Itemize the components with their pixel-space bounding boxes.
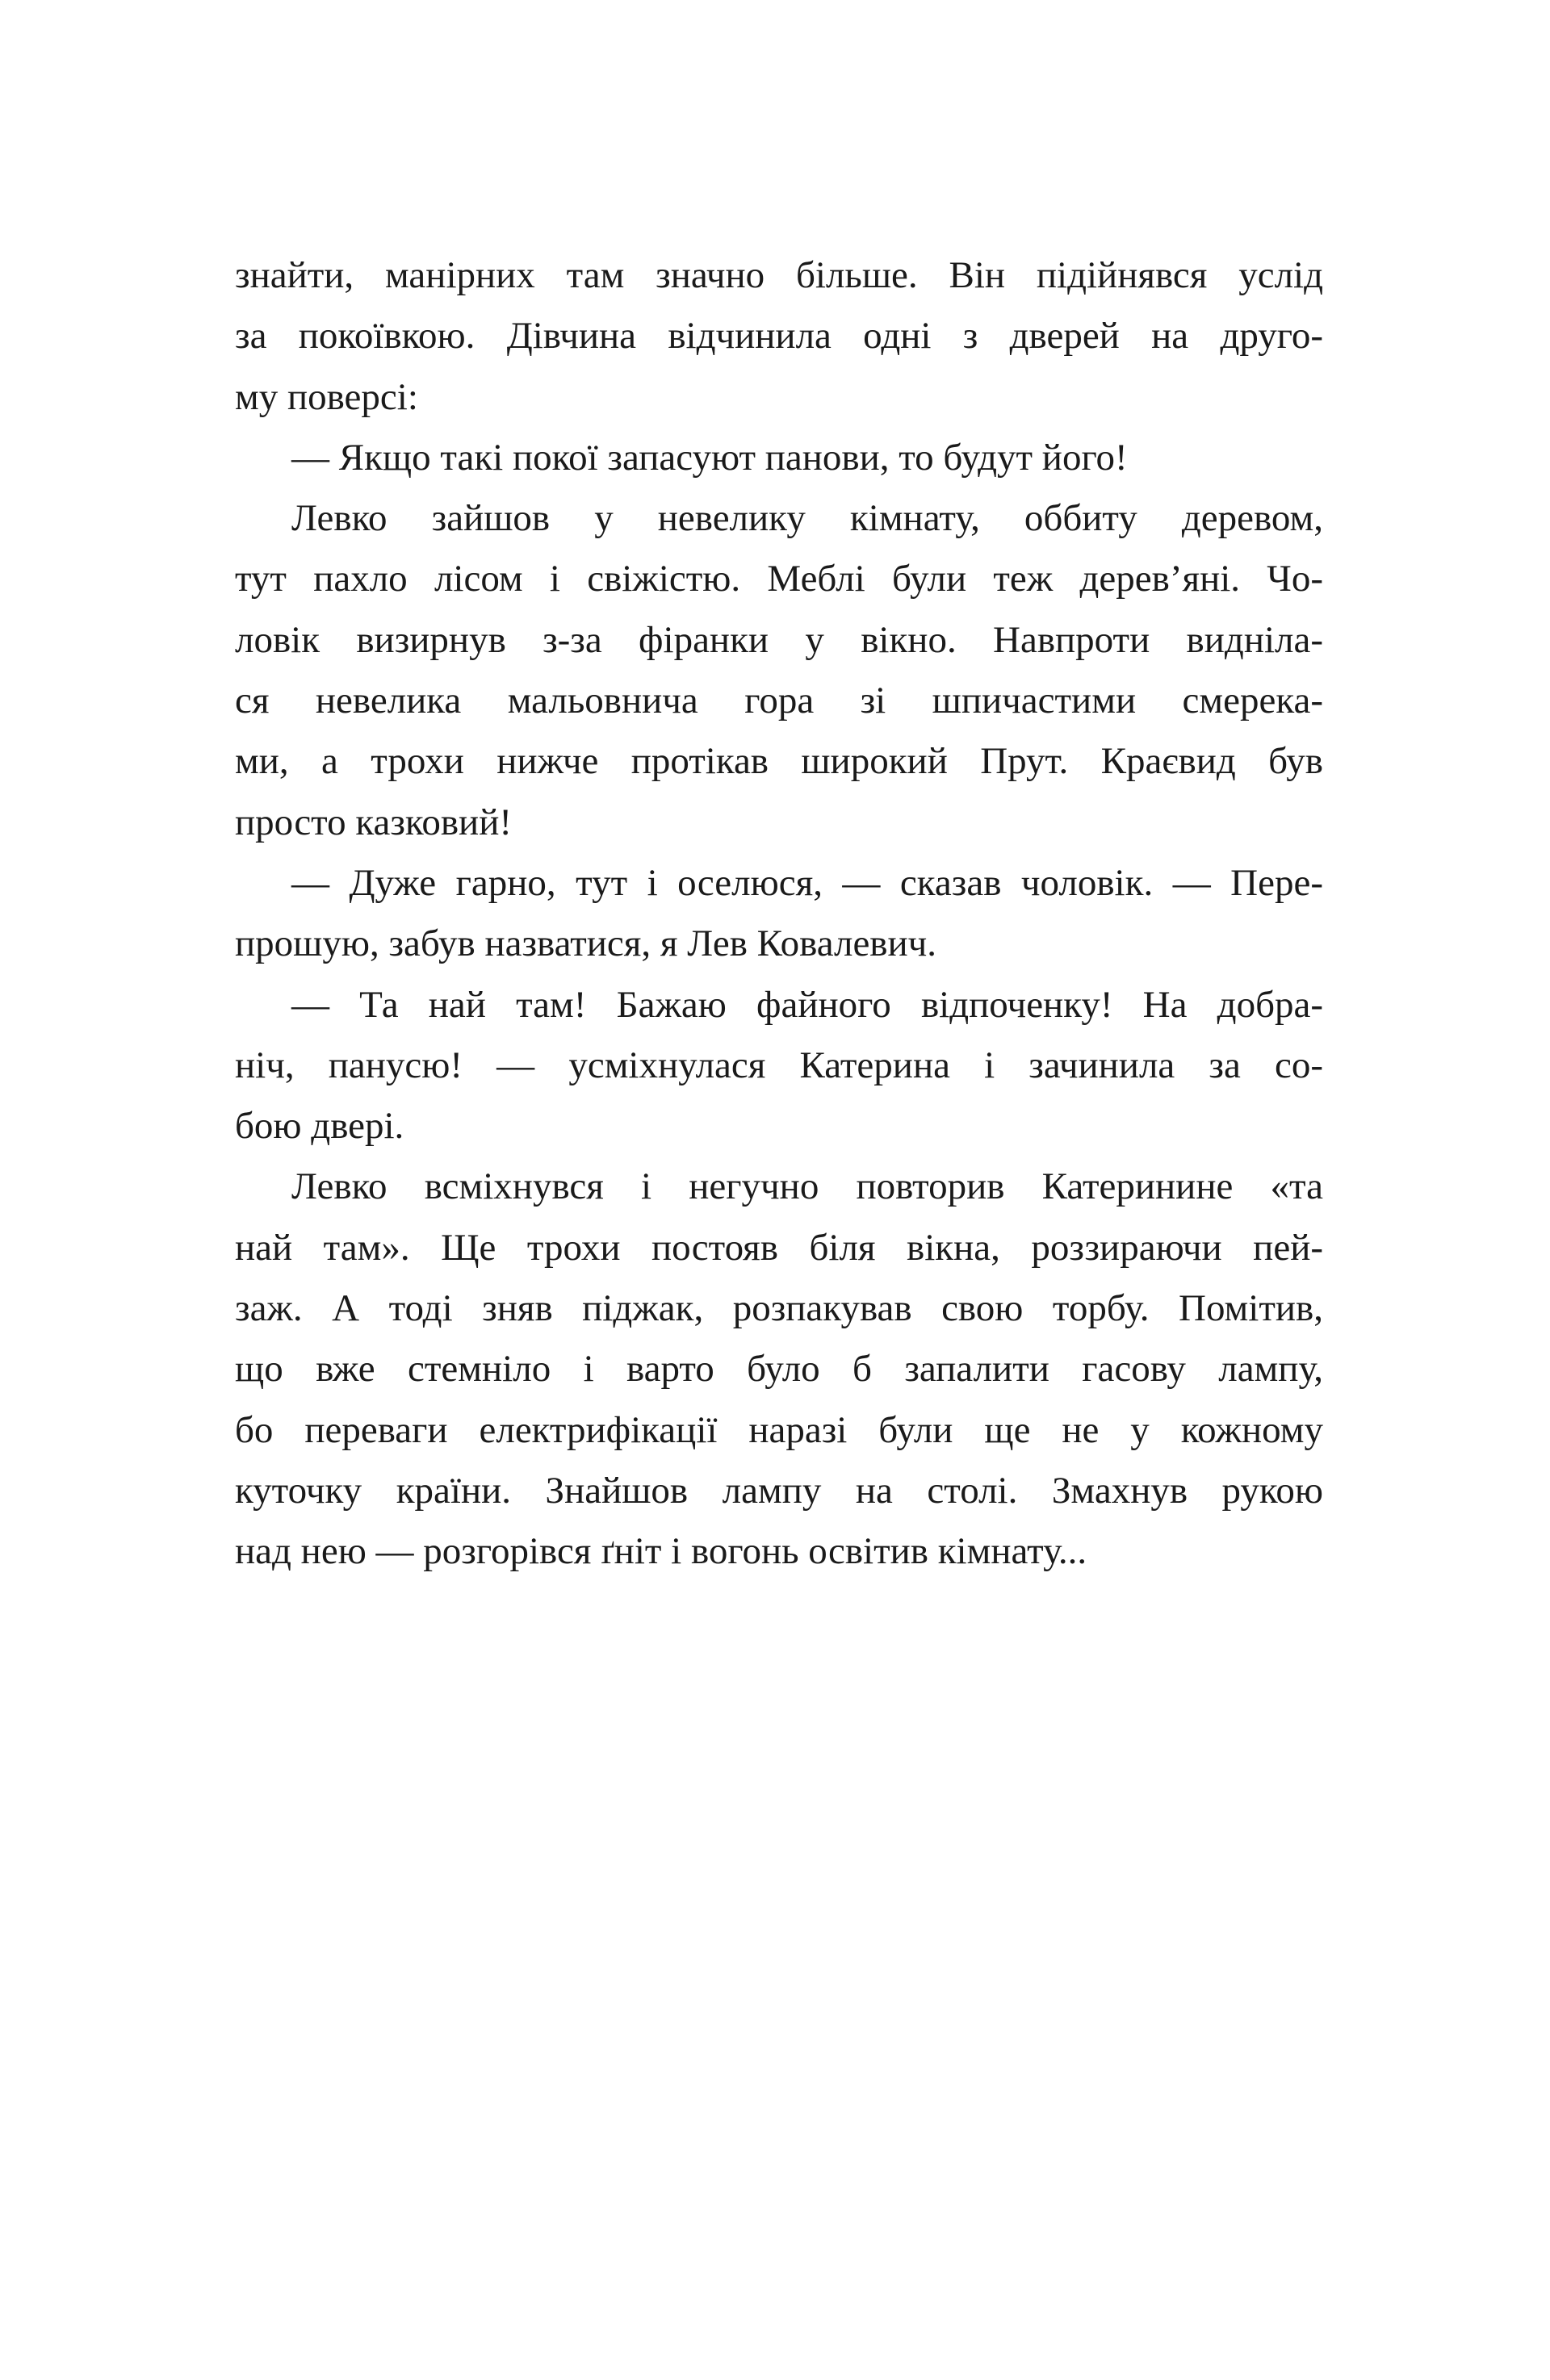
text-line: заж. А тоді зняв піджак, розпакував свою торбу. Помітив, (235, 1287, 1323, 1330)
text-line: над нею — розгорівся ґніт і вогонь освітив кімнату... (235, 1530, 1087, 1573)
text-line: най там». Ще трохи постояв біля вікна, роззираючи пей- (235, 1226, 1323, 1269)
text-line: ми, а трохи нижче протікав широкий Прут. Краєвид був (235, 740, 1323, 783)
text-line: бою двері. (235, 1105, 404, 1148)
text-line: ловік визирнув з-за фіранки у вікно. Навпроти видніла- (235, 618, 1323, 661)
text-line: ся невелика мальовнича гора зі шпичастими смерека- (235, 680, 1323, 722)
text-line: Левко всміхнувся і негучно повторив Катеринине «та (291, 1165, 1323, 1208)
book-page-text (235, 245, 1323, 1583)
text-line: за покоївкою. Дівчина відчинила одні з дверей на друго- (235, 315, 1323, 358)
text-line: куточку країни. Знайшов лампу на столі. Змахнув рукою (235, 1469, 1323, 1512)
text-line: — Та най там! Бажаю файного відпоченку! На добра- (291, 983, 1323, 1026)
text-line: знайти, манірних там значно більше. Він підійнявся услід (235, 254, 1323, 296)
text-line: прошую, забув назватися, я Лев Ковалевич. (235, 922, 937, 965)
text-line: — Якщо такі покої запасуют панови, то будут його! (291, 436, 1128, 479)
text-line: му поверсі: (235, 375, 418, 418)
text-line: — Дуже гарно, тут і оселюся, — сказав чоловік. — Пере- (291, 861, 1323, 904)
text-line: Левко зайшов у невелику кімнату, оббиту деревом, (291, 497, 1323, 540)
text-line: ніч, панусю! — усміхнулася Катерина і зачинила за со- (235, 1044, 1323, 1086)
text-line: що вже стемніло і варто було б запалити гасову лампу, (235, 1348, 1323, 1391)
text-line: тут пахло лісом і свіжістю. Меблі були теж дерев’яні. Чо- (235, 558, 1323, 600)
text-line: просто казковий! (235, 801, 512, 843)
text-line: бо переваги електрифікації наразі були ще не у кожному (235, 1408, 1323, 1451)
